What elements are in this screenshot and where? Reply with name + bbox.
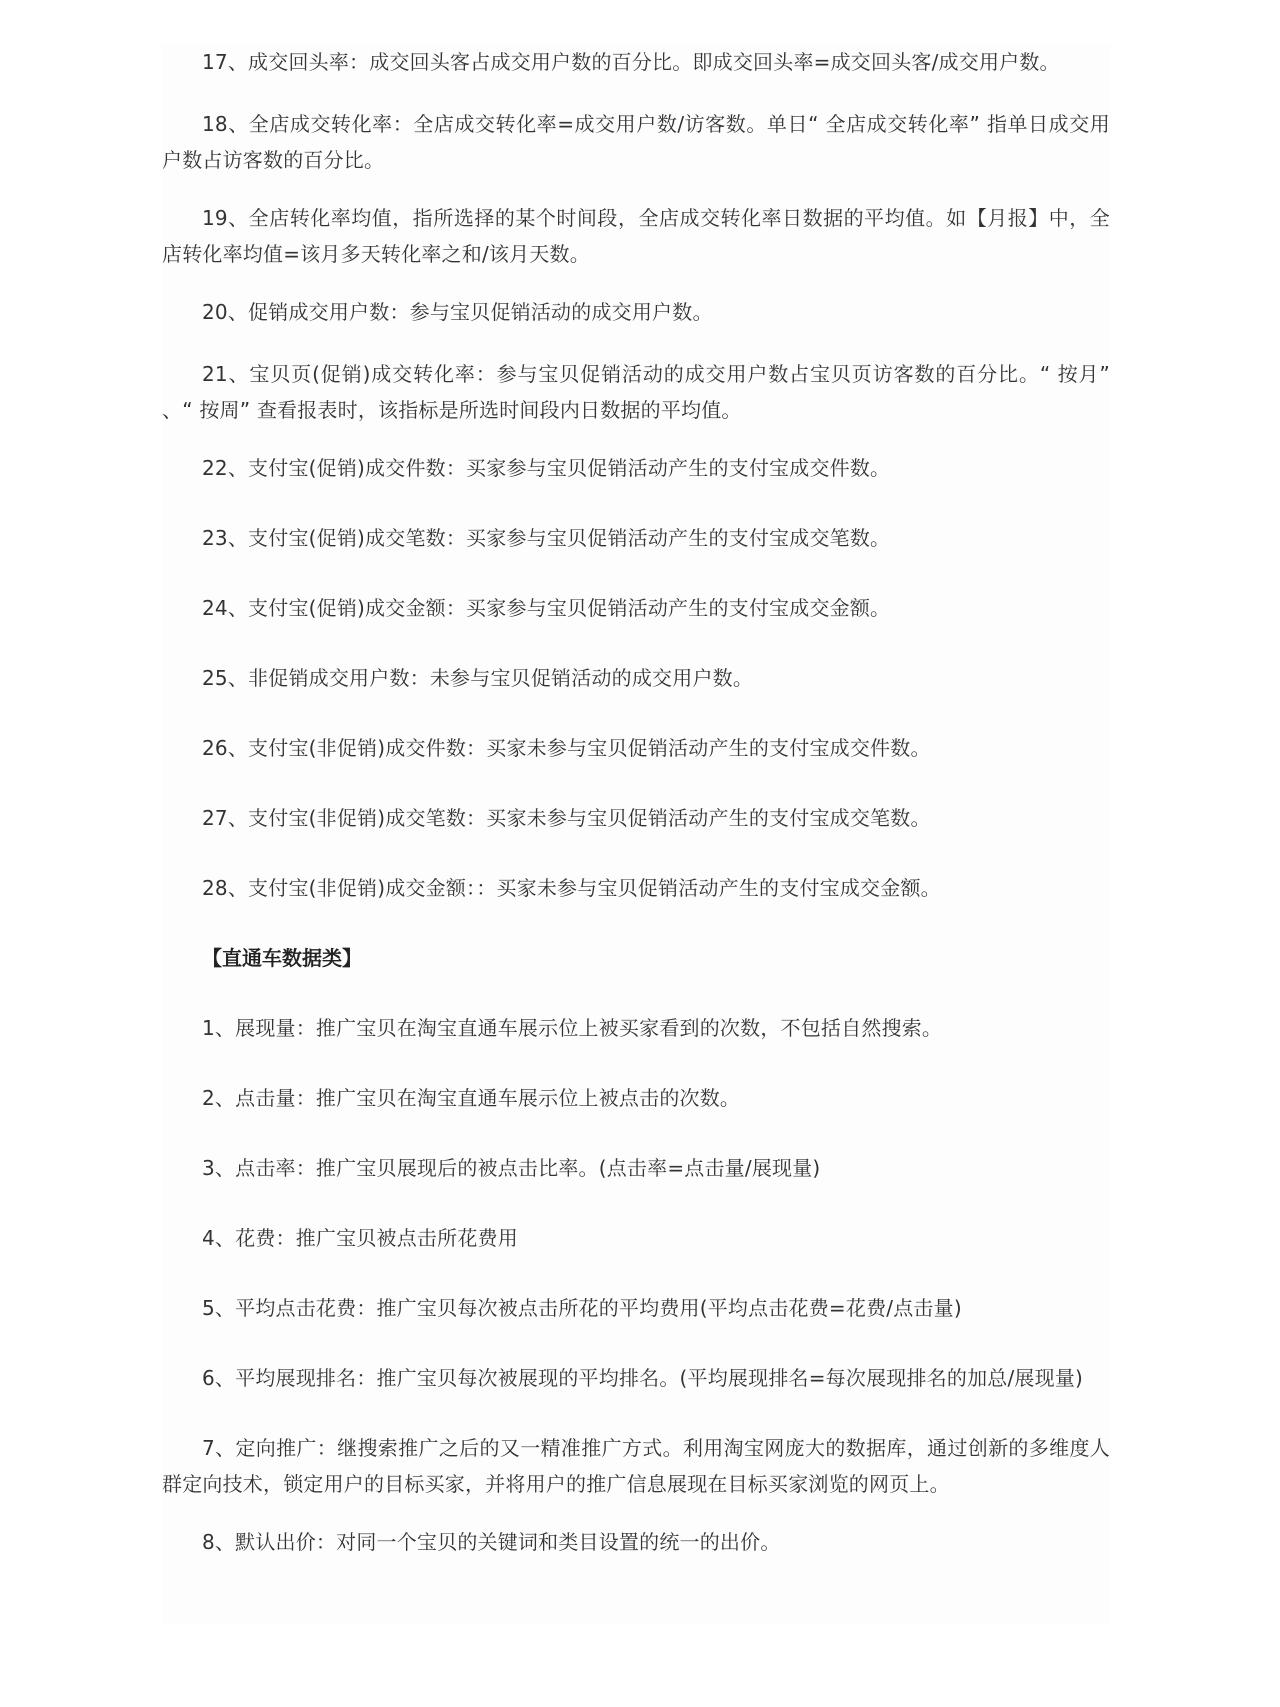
- definition-item: 4、花费：推广宝贝被点击所花费用: [202, 1226, 518, 1250]
- definition-item: 23、支付宝(促销)成交笔数：买家参与宝贝促销活动产生的支付宝成交笔数。: [202, 526, 891, 550]
- definition-item: 3、点击率：推广宝贝展现后的被点击比率。(点击率=点击量/展现量): [202, 1156, 821, 1180]
- definition-item: 25、非促销成交用户数：未参与宝贝促销活动的成交用户数。: [202, 666, 754, 690]
- definition-item: 6、平均展现排名：推广宝贝每次被展现的平均排名。(平均展现排名=每次展现排名的加总/展现量): [202, 1366, 1084, 1390]
- definition-item: 26、支付宝(非促销)成交件数：买家未参与宝贝促销活动产生的支付宝成交件数。: [202, 736, 931, 760]
- definition-item: 28、支付宝(非促销)成交金额：：买家未参与宝贝促销活动产生的支付宝成交金额。: [202, 876, 941, 900]
- definition-item: 20、促销成交用户数：参与宝贝促销活动的成交用户数。: [202, 300, 713, 324]
- definition-item: 18、全店成交转化率：全店成交转化率=成交用户数/访客数。单日“ 全店成交转化率” 指单日成交用户数占访客数的百分比。: [162, 112, 1110, 172]
- definition-item: 2、点击量：推广宝贝在淘宝直通车展示位上被点击的次数。: [202, 1086, 741, 1110]
- section-heading: 【直通车数据类】: [202, 946, 362, 970]
- definition-item: 27、支付宝(非促销)成交笔数：买家未参与宝贝促销活动产生的支付宝成交笔数。: [202, 806, 931, 830]
- definition-item: 19、全店转化率均值，指所选择的某个时间段，全店成交转化率日数据的平均值。如【月报】中，全店转化率均值=该月多天转化率之和/该月天数。: [162, 206, 1110, 266]
- definition-item: 5、平均点击花费：推广宝贝每次被点击所花的平均费用(平均点击花费=花费/点击量): [202, 1296, 962, 1320]
- definition-item: 17、成交回头率：成交回头客占成交用户数的百分比。即成交回头率=成交回头客/成交用户数。: [202, 50, 1060, 74]
- definition-item: 24、支付宝(促销)成交金额：买家参与宝贝促销活动产生的支付宝成交金额。: [202, 596, 891, 620]
- definition-item: 7、定向推广：继搜索推广之后的又一精准推广方式。利用淘宝网庞大的数据库，通过创新的多维度人群定向技术，锁定用户的目标买家，并将用户的推广信息展现在目标买家浏览的网页上。: [162, 1436, 1110, 1496]
- document-page: [162, 44, 1110, 1624]
- definition-item: 8、默认出价：对同一个宝贝的关键词和类目设置的统一的出价。: [202, 1530, 781, 1554]
- definition-item: 21、宝贝页(促销)成交转化率：参与宝贝促销活动的成交用户数占宝贝页访客数的百分比。“ 按月” 、“ 按周” 查看报表时，该指标是所选时间段内日数据的平均值。: [162, 362, 1110, 422]
- definition-item: 22、支付宝(促销)成交件数：买家参与宝贝促销活动产生的支付宝成交件数。: [202, 456, 891, 480]
- definition-item: 1、展现量：推广宝贝在淘宝直通车展示位上被买家看到的次数，不包括自然搜索。: [202, 1016, 943, 1040]
